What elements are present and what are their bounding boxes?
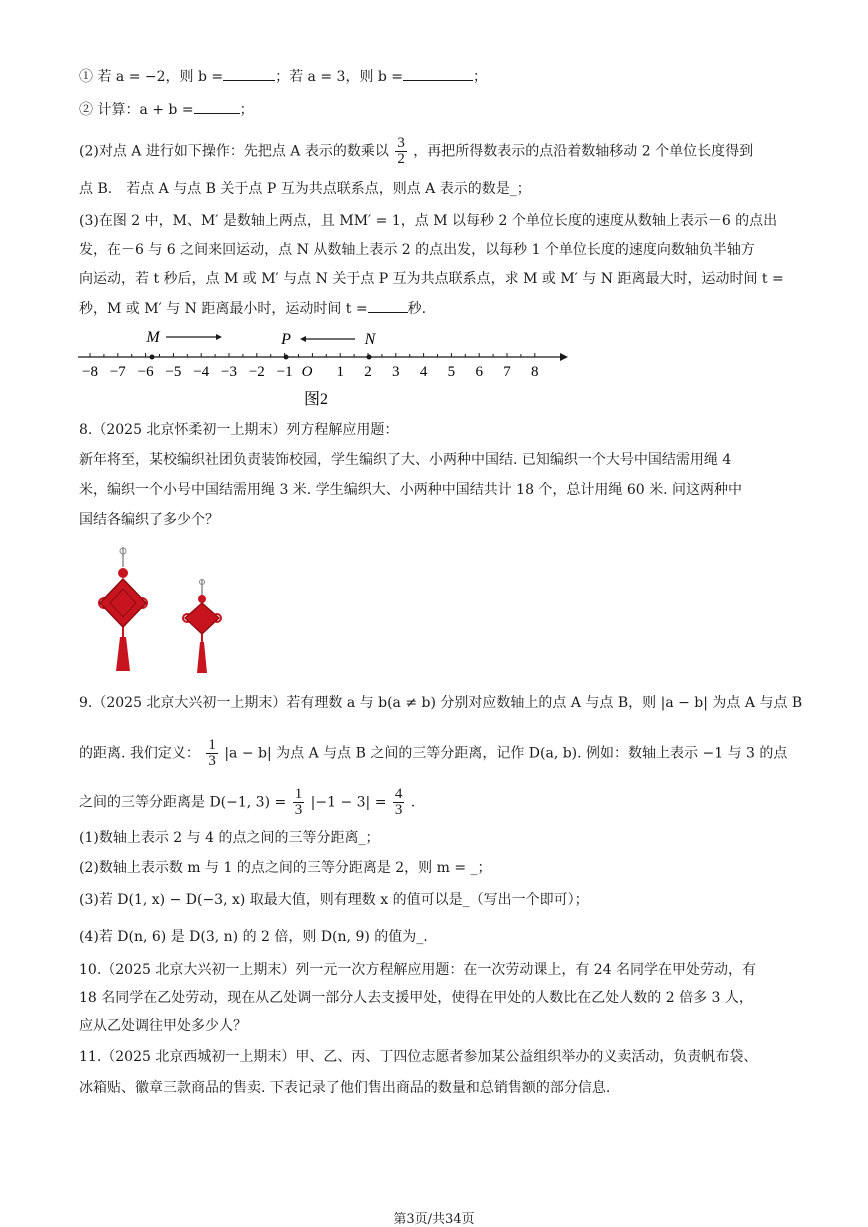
q7-part3-line1: (3)在图 2 中，M、M′ 是数轴上两点，且 MM′ = 1，点 M 以每秒 2 个单位长度的速度从数轴上表示－6 的点出 xyxy=(79,213,778,229)
tick-label: −4 xyxy=(193,364,210,380)
answer-blank xyxy=(368,298,408,313)
knot-body xyxy=(185,603,219,634)
fraction-numerator: 1 xyxy=(208,737,216,753)
q7-p3-4b: 秒. xyxy=(407,301,427,317)
tick-label: −3 xyxy=(221,364,237,380)
q8-body-2: 米，编织一个小号中国结需用绳 3 米. 学生编织大、小两种中国结共计 18 个，总计用绳 60 米. 问这两种中 xyxy=(79,482,743,498)
point-N-dot xyxy=(367,355,372,360)
q7-p2-b: ，再把所得数表示的点沿着数轴移动 2 个单位长度得到 xyxy=(413,143,754,160)
q9-sub1: (1)数轴上表示 2 与 4 的点之间的三等分距离_； xyxy=(79,830,380,846)
knot-top-bead xyxy=(198,595,206,603)
q8-heading: 8.（2025 北京怀柔初一上期末）列方程解应用题： xyxy=(79,422,399,438)
answer-blank xyxy=(403,66,473,81)
q9-sub3: (3)若 D(1, x) − D(−3, x) 取最大值，则有理数 x 的值可以是_（写出一个即可）； xyxy=(79,892,589,908)
point-M-label: M xyxy=(146,329,160,346)
fraction-1-3 xyxy=(293,787,305,818)
fraction-numerator: 1 xyxy=(294,786,303,802)
point-N-label: N xyxy=(364,331,376,348)
q7-l2-a: ② 计算：a + b = xyxy=(79,102,194,118)
q8-body-1: 新年将至，某校编织社团负责装饰校园，学生编织了大、小两种中国结. 已知编织一个大号中国结需用绳 4 xyxy=(79,452,732,468)
fraction-denominator: 3 xyxy=(294,802,303,818)
q7-p3-4a: 秒，M 或 M′ 与 N 距离最小时，运动时间 t = xyxy=(79,301,368,317)
fraction-denominator: 3 xyxy=(208,753,216,769)
tick-label: 7 xyxy=(503,364,511,380)
tick-label: 5 xyxy=(447,364,456,380)
fraction-4-3 xyxy=(393,787,405,818)
q7-part2-line1 xyxy=(79,136,753,167)
chinese-knots-illustration xyxy=(90,545,230,680)
q7-part3-line2: 发，在－6 与 6 之间来回运动，点 N 从数轴上表示 2 的点出发，以每秒 1 个单位长度的速度向数轴负半轴方 xyxy=(79,242,755,258)
knot-tassel xyxy=(116,637,130,671)
knot-tassel xyxy=(197,642,207,673)
fraction-1-3 xyxy=(206,738,218,769)
q9-l3c: . xyxy=(410,794,416,811)
q9-line2 xyxy=(79,738,787,769)
knot-body xyxy=(100,579,146,627)
q7-l1-c: ； xyxy=(473,69,488,85)
fraction-numerator: 3 xyxy=(397,135,405,151)
number-line-figure xyxy=(70,322,570,412)
arrow-right-head xyxy=(216,334,222,340)
origin-label: O xyxy=(301,364,313,380)
page-footer: 第3页/共34页 xyxy=(393,1212,475,1227)
tick-label: −2 xyxy=(248,364,265,380)
q7-l1-b: ；若 a = 3，则 b = xyxy=(275,69,404,85)
q9-l2a: 的距离. 我们定义： xyxy=(79,745,200,762)
q7-l1-a: ① 若 a = −2，则 b = xyxy=(79,69,224,85)
tick-label: −8 xyxy=(82,364,98,380)
point-P-dot xyxy=(284,355,289,360)
q9-l2b: |a − b| 为点 A 与点 B 之间的三等分距离，记作 D(a, b). 例如：数轴上表示 −1 与 3 的点 xyxy=(224,745,788,762)
fraction-denominator: 2 xyxy=(397,151,405,167)
q9-l3b: |−1 − 3| = xyxy=(310,794,387,811)
q10-line3: 应从乙处调往甲处多少人？ xyxy=(79,1018,247,1034)
q11-line1: 11.（2025 北京西城初一上期末）甲、乙、丙、丁四位志愿者参加某公益组织举办的义卖活动，负责帆布袋、 xyxy=(79,1049,758,1065)
q10-line2: 18 名同学在乙处劳动，现在从乙处调一部分人去支援甲处，使得在甲处的人数比在乙处人数的 2 倍多 3 人， xyxy=(79,990,753,1006)
q9-line1: 9.（2025 北京大兴初一上期末）若有理数 a 与 b(a ≠ b) 分别对应数轴上的点 A 与点 B，则 |a − b| 为点 A 与点 B xyxy=(79,695,803,711)
tick-label: 3 xyxy=(392,364,400,380)
q7-part3-line4 xyxy=(79,298,426,319)
fraction-3-2 xyxy=(395,136,407,167)
point-M-dot xyxy=(150,355,155,360)
tick-label: −1 xyxy=(276,364,293,380)
tick-label: 1 xyxy=(336,364,344,380)
q9-sub2: (2)数轴上表示数 m 与 1 的点之间的三等分距离是 2，则 m = _； xyxy=(79,860,492,876)
arrow-left-head xyxy=(300,336,306,342)
figure-caption: 图2 xyxy=(303,391,329,408)
tick-label: −6 xyxy=(137,364,154,380)
answer-blank xyxy=(194,99,240,114)
q8-body-3: 国结各编织了多少个？ xyxy=(79,512,219,528)
q7-part2-line2: 点 B. 若点 A 与点 B 关于点 P 互为共点联系点，则点 A 表示的数是_； xyxy=(79,181,531,197)
fraction-numerator: 4 xyxy=(394,786,403,802)
q9-sub4: (4)若 D(n, 6) 是 D(3, n) 的 2 倍，则 D(n, 9) 的值为_. xyxy=(79,929,428,945)
tick-label: −5 xyxy=(165,364,182,380)
q7-l2-b: ； xyxy=(239,102,254,118)
q7-line1 xyxy=(79,66,487,87)
q11-line2: 冰箱贴、徽章三款商品的售卖. 下表记录了他们售出商品的数量和总销售额的部分信息. xyxy=(79,1080,611,1096)
large-chinese-knot xyxy=(99,547,147,671)
answer-blank xyxy=(223,66,275,81)
small-chinese-knot xyxy=(183,579,221,673)
q9-l3a: 之间的三等分距离是 D(−1, 3) = xyxy=(79,794,287,811)
q7-p2-a: (2)对点 A 进行如下操作：先把点 A 表示的数乘以 xyxy=(79,143,389,160)
axis-arrowhead xyxy=(560,353,568,361)
point-P-label: P xyxy=(281,331,291,348)
q10-line1: 10.（2025 北京大兴初一上期末）列一元一次方程解应用题：在一次劳动课上，有 24 名同学在甲处劳动，有 xyxy=(79,962,757,978)
q7-part3-line3: 向运动，若 t 秒后，点 M 或 M′ 与点 N 关于点 P 互为共点联系点，求 M 或 M′ 与 N 距离最大时，运动时间 t = xyxy=(79,271,784,287)
tick-label: −7 xyxy=(109,364,126,380)
tick-label: 6 xyxy=(475,364,483,380)
tick-label: 2 xyxy=(364,364,372,380)
knot-top-bead xyxy=(118,568,128,578)
q9-line3 xyxy=(79,787,415,818)
tick-label: 8 xyxy=(531,364,539,380)
tick-label: 4 xyxy=(419,364,428,380)
fraction-denominator: 3 xyxy=(394,802,403,818)
q7-line2 xyxy=(79,99,254,120)
